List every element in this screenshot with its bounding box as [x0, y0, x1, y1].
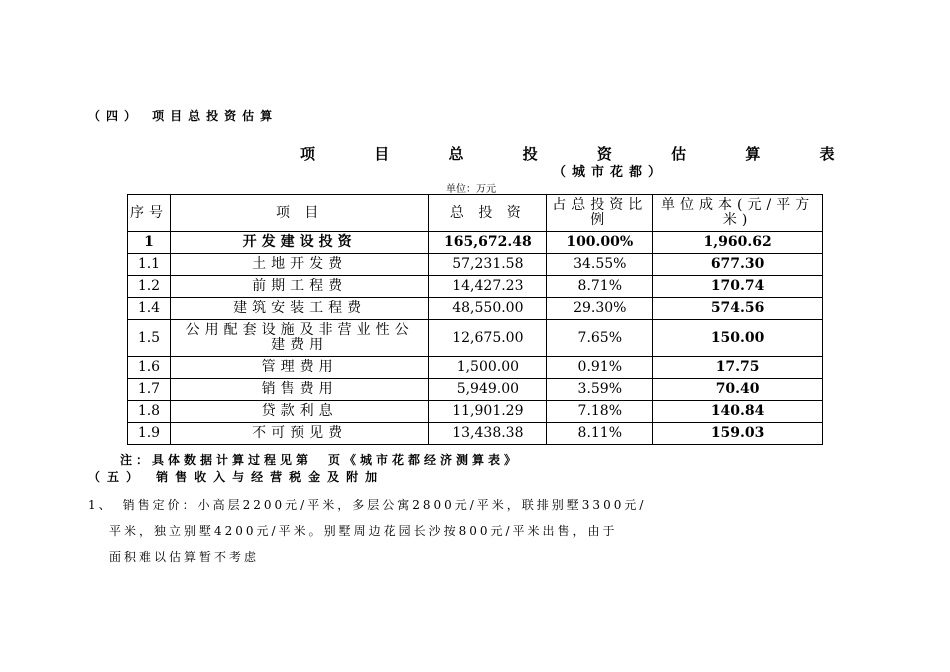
row-item: 公用配套设施及非营业性公建费用 [170, 320, 428, 357]
row-no: 1.6 [128, 357, 171, 379]
row-ratio: 7.65% [547, 320, 653, 357]
pricing-paragraph [88, 492, 868, 570]
table-row [128, 254, 823, 276]
table-header-row [128, 195, 823, 232]
row-item: 销售费用 [170, 379, 428, 401]
paragraph-line-2: 平米，独立别墅4200元/平米。别墅周边花园长沙按800元/平米出售，由于 [109, 524, 618, 538]
row-no: 1.2 [128, 276, 171, 298]
table-row [128, 401, 823, 423]
table-row [128, 276, 823, 298]
row-item: 土地开发费 [170, 254, 428, 276]
row-no: 1.5 [128, 320, 171, 357]
row-no: 1 [128, 232, 171, 254]
row-ratio: 3.59% [547, 379, 653, 401]
table-subtitle: （城市花都） [553, 165, 668, 180]
paragraph-line-1: 1、 销售定价：小高层2200元/平米，多层公寓2800元/平米，联排别墅3300元/ [88, 498, 647, 512]
row-unit-cost: 140.84 [653, 401, 823, 423]
row-ratio: 34.55% [547, 254, 653, 276]
row-ratio: 8.71% [547, 276, 653, 298]
row-ratio: 29.30% [547, 298, 653, 320]
row-total: 13,438.38 [429, 423, 547, 445]
section-4-heading: （四） 项目总投资估算 [88, 109, 279, 123]
table-row [128, 232, 823, 254]
table-row [128, 320, 823, 357]
table-row [128, 379, 823, 401]
row-item: 前期工程费 [170, 276, 428, 298]
table-row [128, 357, 823, 379]
row-item: 开发建设投资 [170, 232, 428, 254]
row-total: 12,675.00 [429, 320, 547, 357]
row-no: 1.8 [128, 401, 171, 423]
row-ratio: 8.11% [547, 423, 653, 445]
row-ratio: 0.91% [547, 357, 653, 379]
row-no: 1.1 [128, 254, 171, 276]
row-total: 48,550.00 [429, 298, 547, 320]
row-item: 管理费用 [170, 357, 428, 379]
row-no: 1.9 [128, 423, 171, 445]
row-no: 1.4 [128, 298, 171, 320]
row-ratio: 7.18% [547, 401, 653, 423]
row-unit-cost: 17.75 [653, 357, 823, 379]
header-ratio: 占总投资比例 [547, 195, 653, 232]
header-item: 项 目 [170, 195, 428, 232]
header-unit-cost: 单位成本(元/平方米) [653, 195, 823, 232]
row-total: 57,231.58 [429, 254, 547, 276]
table-title: 项 目 总 投 资 估 算 表 [300, 145, 862, 163]
investment-table [127, 194, 823, 445]
row-no: 1.7 [128, 379, 171, 401]
row-item: 贷款利息 [170, 401, 428, 423]
row-unit-cost: 150.00 [653, 320, 823, 357]
row-unit-cost: 170.74 [653, 276, 823, 298]
row-unit-cost: 574.56 [653, 298, 823, 320]
table-note: 注：具体数据计算过程见第 页《城市花都经济测算表》 [120, 453, 521, 467]
header-total: 总 投 资 [429, 195, 547, 232]
row-item: 不可预见费 [170, 423, 428, 445]
row-item: 建筑安装工程费 [170, 298, 428, 320]
row-total: 14,427.23 [429, 276, 547, 298]
row-unit-cost: 677.30 [653, 254, 823, 276]
section-5-heading: （五） 销售收入与经营税金及附加 [88, 470, 385, 484]
row-unit-cost: 159.03 [653, 423, 823, 445]
unit-label: 单位：万元 [446, 184, 496, 195]
row-total: 11,901.29 [429, 401, 547, 423]
table-row [128, 423, 823, 445]
table-row [128, 298, 823, 320]
row-total: 1,500.00 [429, 357, 547, 379]
row-total: 5,949.00 [429, 379, 547, 401]
row-unit-cost: 1,960.62 [653, 232, 823, 254]
row-ratio: 100.00% [547, 232, 653, 254]
row-total: 165,672.48 [429, 232, 547, 254]
header-no: 序号 [128, 195, 171, 232]
paragraph-line-3: 面积难以估算暂不考虑 [109, 550, 260, 564]
row-unit-cost: 70.40 [653, 379, 823, 401]
